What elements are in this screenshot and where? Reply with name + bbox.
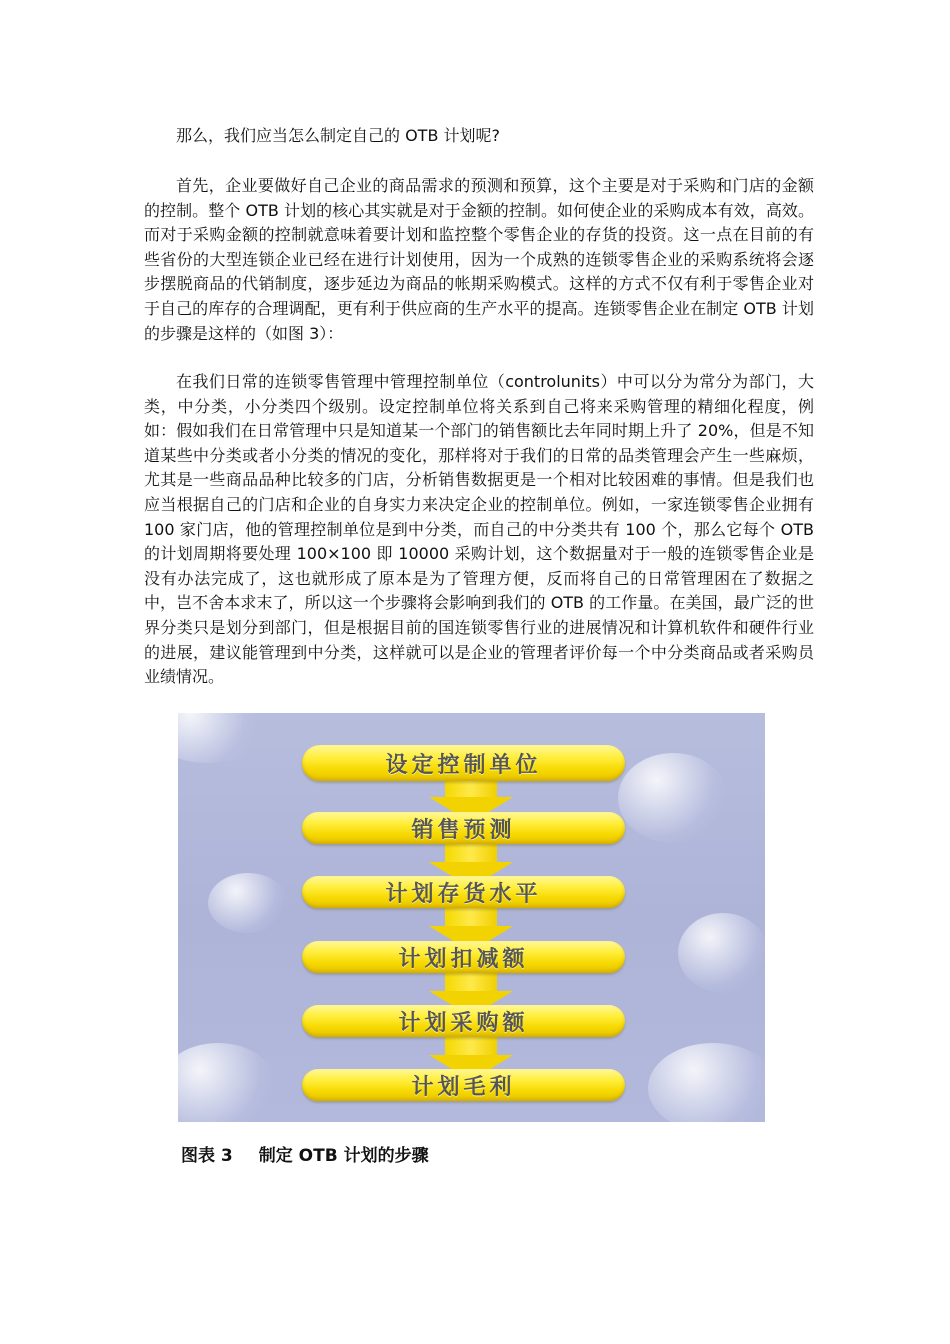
flow-step-sales-forecast: 销售预测 <box>302 812 625 844</box>
paragraph-control-units: 在我们日常的连锁零售管理中管理控制单位（controlunits）中可以分为常分为部门，大类，中分类，小分类四个级别。设定控制单位将关系到自己将来采购管理的精细化程度，例如：假如我们在日常管理中只是知道某一个部门的销售额比去年同时期上升了 20%，但是不知道某些中分类或者小分类的情况的变化，那样将对于我们的日常的品类管理会产生一些麻烦，尤其是一些商品品种比较多的门店，分析销售数据更是一个相对比较困难的事情。但是我们也应当根据自己的门店和企业的自身实力来决定企业的控制单位。例如，一家连锁零售企业拥有 100 家门店，他的管理控制单位是到中分类，而自己的中分类共有 100 个，那么它每个 OTB 的计划周期将要处理 100×100 即 10000 采购计划，这个数据量对于一般的连锁零售企业是没有办法完成了，这也就形成了原本是为了管理方便，反而将自己的日常管理困在了数据之中，岂不舍本求末了，所以这一个步骤将会影响到我们的 OTB 的工作量。在美国，最广泛的世界分类只是划分到部门，但是根据目前的国连锁零售行业的进展情况和计算机软件和硬件行业的进展，建议能管理到中分类，这样就可以是企业的管理者评价每一个中分类商品或者采购员业绩情况。 <box>144 372 814 687</box>
background-bubble-decoration <box>678 913 765 993</box>
flow-step-plan-gross-margin: 计划毛利 <box>302 1069 625 1101</box>
figure-caption-label: 图表 3 <box>181 1146 233 1166</box>
otb-flowchart-figure <box>178 713 765 1122</box>
flow-step-set-control-units: 设定控制单位 <box>302 745 625 781</box>
figure-caption-title: 制定 OTB 计划的步骤 <box>258 1146 429 1166</box>
background-bubble-decoration <box>178 1043 278 1122</box>
background-bubble-decoration <box>648 1043 765 1122</box>
flow-step-plan-inventory-level: 计划存货水平 <box>302 876 625 908</box>
figure-caption <box>181 1141 429 1166</box>
background-bubble-decoration <box>208 873 288 933</box>
paragraph-budget-control: 首先，企业要做好自己企业的商品需求的预测和预算，这个主要是对于采购和门店的金额的控制。整个 OTB 计划的核心其实就是对于金额的控制。如何使企业的采购成本有效，高效。而对于采购金额的控制就意味着要计划和监控整个零售企业的存货的投资。这一点在目前的有些省份的大型连锁企业已经在进行计划使用，因为一个成熟的连锁零售企业的采购系统将会逐步摆脱商品的代销制度，逐步延边为商品的帐期采购模式。这样的方式不仅有利于零售企业对于自己的库存的合理调配，更有利于供应商的生产水平的提高。连锁零售企业在制定 OTB 计划的步骤是这样的（如图 3）： <box>144 176 814 343</box>
paragraph-intro-question: 那么，我们应当怎么制定自己的 OTB 计划呢? <box>176 126 501 145</box>
flow-step-plan-purchases: 计划采购额 <box>302 1005 625 1037</box>
flow-step-plan-markdowns: 计划扣减额 <box>302 941 625 973</box>
background-bubble-decoration <box>618 753 728 843</box>
background-bubble-decoration <box>178 713 268 763</box>
